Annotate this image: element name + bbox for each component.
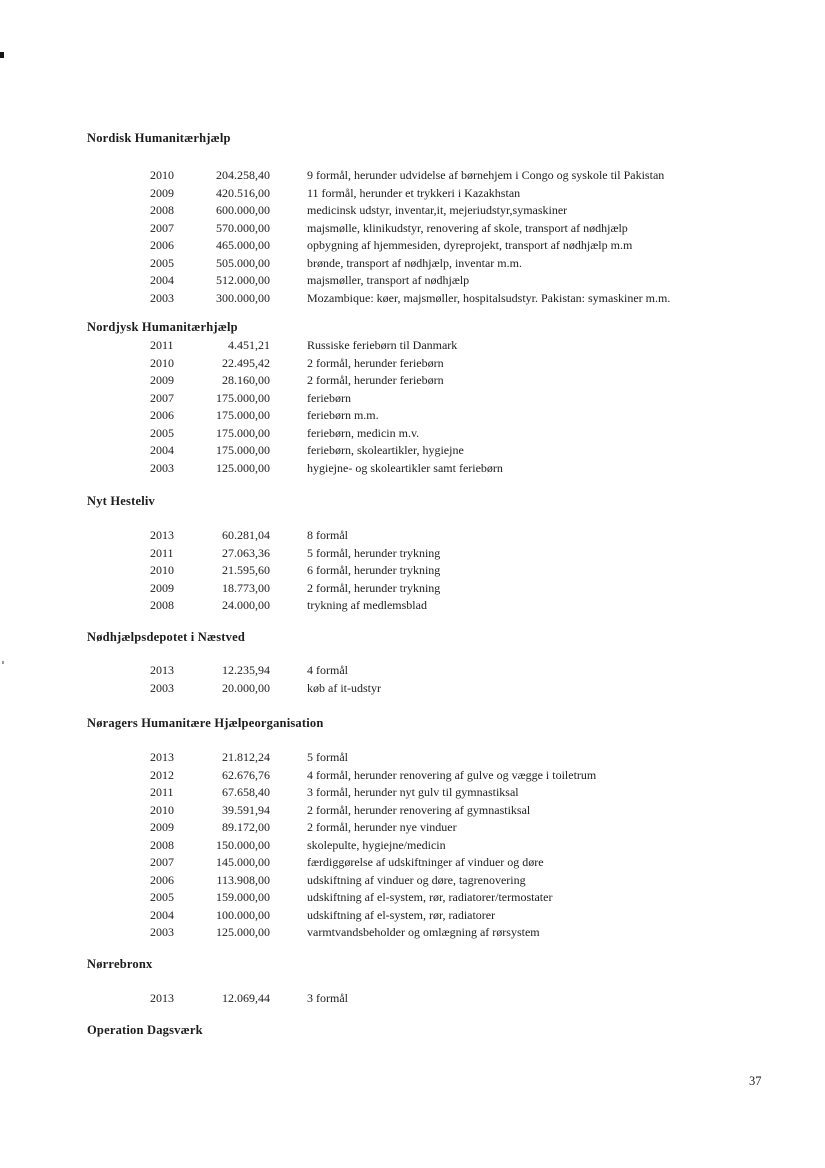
grant-amount: 113.908,00 bbox=[216, 872, 270, 887]
grant-table bbox=[150, 990, 790, 1008]
grant-row bbox=[150, 237, 790, 255]
grant-row bbox=[150, 272, 790, 290]
grant-amount: 24.000,00 bbox=[222, 598, 270, 612]
grant-description: opbygning af hjemmesiden, dyreprojekt, transport af nødhjælp m.m bbox=[307, 238, 633, 252]
grant-row bbox=[150, 990, 790, 1008]
grant-description: 2 formål, herunder renovering af gymnastiksal bbox=[307, 802, 531, 817]
grant-amount: 12.235,94 bbox=[222, 663, 270, 677]
grant-description: majsmølle, klinikudstyr, renovering af skole, transport af nødhjælp bbox=[307, 220, 628, 235]
grant-amount: 28.160,00 bbox=[222, 373, 270, 387]
grant-row bbox=[150, 220, 790, 238]
grant-year: 2004 bbox=[150, 273, 174, 287]
grant-row bbox=[150, 749, 790, 767]
grant-amount: 20.000,00 bbox=[222, 680, 270, 695]
grant-year: 2009 bbox=[150, 820, 174, 834]
grant-amount: 125.000,00 bbox=[216, 460, 270, 475]
grant-row bbox=[150, 802, 790, 820]
organization-heading: Nødhjælpsdepotet i Næstved bbox=[87, 630, 245, 644]
grant-year: 2006 bbox=[150, 238, 174, 252]
grant-table bbox=[150, 337, 790, 477]
grant-row bbox=[150, 442, 790, 460]
grant-year: 2011 bbox=[150, 545, 174, 560]
grant-year: 2012 bbox=[150, 767, 174, 782]
grant-row bbox=[150, 680, 790, 698]
grant-amount: 512.000,00 bbox=[216, 273, 270, 287]
grant-description: køb af it-udstyr bbox=[307, 680, 381, 695]
grant-amount: 175.000,00 bbox=[216, 408, 270, 422]
grant-description: 4 formål bbox=[307, 663, 348, 677]
grant-description: 2 formål, herunder feriebørn bbox=[307, 355, 444, 370]
grant-amount: 67.658,40 bbox=[222, 785, 270, 799]
organization-heading: Nøragers Humanitære Hjælpeorganisation bbox=[87, 716, 324, 730]
grant-description: 2 formål, herunder feriebørn bbox=[307, 373, 444, 387]
grant-row bbox=[150, 854, 790, 872]
grant-row bbox=[150, 907, 790, 925]
grant-year: 2008 bbox=[150, 598, 174, 612]
grant-description: Mozambique: køer, majsmøller, hospitalsudstyr. Pakistan: symaskiner m.m. bbox=[307, 290, 671, 305]
grant-row bbox=[150, 460, 790, 478]
grant-amount: 12.069,44 bbox=[222, 991, 270, 1005]
grant-amount: 175.000,00 bbox=[216, 443, 270, 457]
grant-description: medicinsk udstyr, inventar,it, mejeriudstyr,symaskiner bbox=[307, 203, 568, 217]
scan-artifact-dot bbox=[2, 661, 4, 664]
grant-table bbox=[150, 749, 790, 942]
grant-row bbox=[150, 819, 790, 837]
grant-row bbox=[150, 407, 790, 425]
grant-amount: 465.000,00 bbox=[216, 238, 270, 252]
grant-year: 2010 bbox=[150, 355, 174, 370]
grant-amount: 27.063,36 bbox=[222, 545, 270, 560]
grant-description: færdiggørelse af udskiftninger af vinduer og døre bbox=[307, 855, 544, 869]
grant-year: 2004 bbox=[150, 907, 174, 922]
grant-row bbox=[150, 580, 790, 598]
grant-description: feriebørn bbox=[307, 390, 351, 405]
grant-table bbox=[150, 527, 790, 615]
grant-amount: 21.812,24 bbox=[222, 750, 270, 764]
grant-description: udskiftning af el-system, rør, radiatorer/termostater bbox=[307, 890, 553, 904]
grant-description: feriebørn, medicin m.v. bbox=[307, 425, 420, 440]
grant-amount: 505.000,00 bbox=[216, 255, 270, 270]
grant-amount: 100.000,00 bbox=[216, 907, 270, 922]
grant-description: 9 formål, herunder udvidelse af børnehjem i Congo og syskole til Pakistan bbox=[307, 168, 665, 182]
grant-amount: 39.591,94 bbox=[222, 802, 270, 817]
grant-description: skolepulte, hygiejne/medicin bbox=[307, 837, 446, 852]
grant-year: 2008 bbox=[150, 203, 174, 217]
grant-description: 8 formål bbox=[307, 528, 348, 542]
grant-row bbox=[150, 784, 790, 802]
grant-year: 2003 bbox=[150, 925, 174, 939]
grant-amount: 150.000,00 bbox=[216, 837, 270, 852]
grant-row bbox=[150, 889, 790, 907]
grant-description: feriebørn, skoleartikler, hygiejne bbox=[307, 443, 464, 457]
grant-year: 2010 bbox=[150, 563, 174, 577]
grant-row bbox=[150, 185, 790, 203]
grant-description: udskiftning af el-system, rør, radiatorer bbox=[307, 907, 496, 922]
grant-year: 2007 bbox=[150, 220, 174, 235]
grant-year: 2005 bbox=[150, 425, 174, 440]
grant-amount: 204.258,40 bbox=[216, 168, 270, 182]
organization-heading: Nordisk Humanitærhjælp bbox=[87, 131, 231, 145]
grant-row bbox=[150, 372, 790, 390]
grant-year: 2004 bbox=[150, 443, 174, 457]
grant-description: hygiejne- og skoleartikler samt feriebørn bbox=[307, 460, 503, 475]
grant-row bbox=[150, 425, 790, 443]
grant-amount: 4.451,21 bbox=[228, 338, 270, 352]
grant-year: 2010 bbox=[150, 168, 174, 182]
grant-description: 2 formål, herunder trykning bbox=[307, 580, 441, 595]
grant-year: 2006 bbox=[150, 872, 174, 887]
grant-description: Russiske feriebørn til Danmark bbox=[307, 338, 458, 352]
grant-year: 2003 bbox=[150, 460, 174, 475]
grant-year: 2005 bbox=[150, 890, 174, 904]
grant-amount: 175.000,00 bbox=[216, 425, 270, 440]
grant-year: 2006 bbox=[150, 408, 174, 422]
grant-row bbox=[150, 597, 790, 615]
grant-table bbox=[150, 167, 790, 307]
grant-year: 2007 bbox=[150, 390, 174, 405]
grant-amount: 125.000,00 bbox=[216, 925, 270, 939]
grant-table bbox=[150, 662, 790, 697]
grant-year: 2009 bbox=[150, 185, 174, 200]
grant-amount: 420.516,00 bbox=[216, 185, 270, 200]
grant-description: 5 formål, herunder trykning bbox=[307, 545, 441, 560]
grant-year: 2005 bbox=[150, 255, 174, 270]
grant-row bbox=[150, 390, 790, 408]
organization-heading: Nordjysk Humanitærhjælp bbox=[87, 320, 238, 334]
grant-row bbox=[150, 255, 790, 273]
grant-description: 3 formål bbox=[307, 991, 348, 1005]
grant-year: 2007 bbox=[150, 855, 174, 869]
grant-row bbox=[150, 662, 790, 680]
grant-year: 2013 bbox=[150, 528, 174, 542]
grant-amount: 300.000,00 bbox=[216, 290, 270, 305]
grant-amount: 175.000,00 bbox=[216, 390, 270, 405]
grant-amount: 22.495,42 bbox=[222, 355, 270, 370]
grant-amount: 600.000,00 bbox=[216, 203, 270, 217]
grant-year: 2013 bbox=[150, 663, 174, 677]
grant-description: 6 formål, herunder trykning bbox=[307, 563, 441, 577]
grant-year: 2008 bbox=[150, 837, 174, 852]
grant-description: 3 formål, herunder nyt gulv til gymnastiksal bbox=[307, 785, 519, 799]
grant-description: majsmøller, transport af nødhjælp bbox=[307, 273, 470, 287]
grant-description: 2 formål, herunder nye vinduer bbox=[307, 820, 457, 834]
grant-amount: 89.172,00 bbox=[222, 820, 270, 834]
grant-row bbox=[150, 872, 790, 890]
grant-row bbox=[150, 337, 790, 355]
grant-description: brønde, transport af nødhjælp, inventar m.m. bbox=[307, 255, 522, 270]
grant-row bbox=[150, 562, 790, 580]
grant-year: 2009 bbox=[150, 580, 174, 595]
grant-amount: 570.000,00 bbox=[216, 220, 270, 235]
organization-heading: Nyt Hesteliv bbox=[87, 494, 156, 508]
grant-row bbox=[150, 202, 790, 220]
grant-year: 2011 bbox=[150, 338, 174, 352]
grant-description: 5 formål bbox=[307, 750, 348, 764]
scan-artifact-mark bbox=[0, 52, 4, 58]
organization-heading: Operation Dagsværk bbox=[87, 1023, 203, 1037]
page-number: 37 bbox=[749, 1074, 762, 1088]
grant-row bbox=[150, 167, 790, 185]
grant-year: 2010 bbox=[150, 802, 174, 817]
grant-year: 2011 bbox=[150, 785, 174, 799]
grant-row bbox=[150, 837, 790, 855]
organization-heading: Nørrebronx bbox=[87, 957, 153, 971]
grant-description: varmtvandsbeholder og omlægning af rørsystem bbox=[307, 925, 540, 939]
grant-year: 2003 bbox=[150, 290, 174, 305]
grant-year: 2003 bbox=[150, 680, 174, 695]
grant-amount: 62.676,76 bbox=[222, 767, 270, 782]
grant-row bbox=[150, 767, 790, 785]
grant-year: 2013 bbox=[150, 991, 174, 1005]
grant-description: 4 formål, herunder renovering af gulve og vægge i toiletrum bbox=[307, 767, 597, 782]
grant-year: 2009 bbox=[150, 373, 174, 387]
grant-description: udskiftning af vinduer og døre, tagrenovering bbox=[307, 872, 526, 887]
grant-row bbox=[150, 924, 790, 942]
grant-amount: 60.281,04 bbox=[222, 528, 270, 542]
grant-amount: 159.000,00 bbox=[216, 890, 270, 904]
grant-amount: 18.773,00 bbox=[222, 580, 270, 595]
grant-description: trykning af medlemsblad bbox=[307, 598, 427, 612]
grant-row bbox=[150, 545, 790, 563]
grant-description: 11 formål, herunder et trykkeri i Kazakhstan bbox=[307, 185, 521, 200]
grant-row bbox=[150, 355, 790, 373]
grant-row bbox=[150, 527, 790, 545]
grant-description: feriebørn m.m. bbox=[307, 408, 379, 422]
grant-row bbox=[150, 290, 790, 308]
grant-amount: 145.000,00 bbox=[216, 855, 270, 869]
grant-amount: 21.595,60 bbox=[222, 563, 270, 577]
grant-year: 2013 bbox=[150, 750, 174, 764]
